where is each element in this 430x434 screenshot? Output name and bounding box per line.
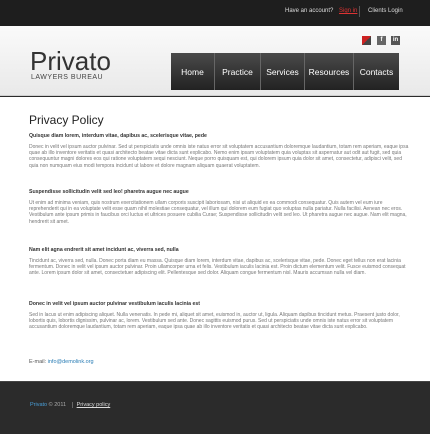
copyright-text: © 2011 xyxy=(48,402,67,408)
nav-item-resources[interactable]: Resources xyxy=(305,53,354,90)
account-prompt xyxy=(285,8,357,14)
logo-subtitle: LAWYERS BUREAU xyxy=(31,74,104,81)
footer-copyright xyxy=(30,402,110,408)
facebook-icon[interactable]: f xyxy=(377,36,386,45)
page-title: Privacy Policy xyxy=(29,113,104,127)
policy-section xyxy=(29,301,409,331)
policy-section xyxy=(29,133,409,169)
main-nav xyxy=(171,53,399,90)
policy-section xyxy=(29,189,409,225)
logo[interactable] xyxy=(30,48,111,82)
sign-in-link[interactable]: Sign in xyxy=(339,8,358,14)
email-label: E-mail: xyxy=(29,359,47,365)
section-lead: Quisque diam lorem, interdum vitae, dapibus ac, scelerisque vitae, pede xyxy=(29,133,207,139)
top-bar-divider xyxy=(359,6,360,17)
section-lead: Suspendisse sollicitudin velit sed leo! pharetra augue nec augue xyxy=(29,189,189,195)
footer-brand: Privato xyxy=(30,402,48,408)
nav-item-contacts[interactable]: Contacts xyxy=(354,53,399,90)
site-footer xyxy=(0,381,430,434)
privacy-policy-link[interactable]: Privacy policy xyxy=(72,402,111,408)
contact-email xyxy=(29,359,94,365)
clients-login-link[interactable]: Clients Login xyxy=(368,8,403,14)
nav-item-practice[interactable]: Practice xyxy=(215,53,261,90)
delicious-icon[interactable] xyxy=(362,36,371,45)
section-body: Sed in lacus ut enim adipiscing aliquet. Nulla venenatis. In pede mi, aliquet sit amet, euismod in, auctor ut, ligula. Aliquam dapibus tincidunt metus. Praesent justo dolor, lobortis quis, lobortis dignissim, pulvinar ac, lorem. Vestibulum sed ante. Donec sagittis euismod purus. Sed ut perspiciatis unde omnis iste natus error sit voluptatem accusantium doloremque laudantium, totam rem aperiam, eaque ipsa quae ab illo inventore veritatis et quasi architecto beatae vitae dicta sunt explicabo. xyxy=(29,312,400,331)
policy-section xyxy=(29,247,409,277)
section-body: Donec in velit vel ipsum auctor pulvinar. Sed ut perspiciatis unde omnis iste natus error sit voluptatem accusantium doloremque laudantium, totam rem aperiam, eaque ipsa quae ab illo inventore veritatis et quasi architecto beatae vitae dicta sunt explicabo. Nemo enim ipsam voluptatem quia voluptas sit aspernatur aut odit aut fugit, sed quia consequuntur magni dolores eos qui ratione voluptatem sequi nesciunt. Neque porro quisquam est, qui dolorem ipsum quia dolor sit amet, consectetur, adipisci velit, sed quia non numquam eius modi tempora incidunt ut labore et dolore magnam aliquam quaerat voluptatem. xyxy=(29,144,409,169)
section-lead: Nam elit agna endrerit sit amet incidunt ac, viverra sed, nulla xyxy=(29,247,179,253)
email-link[interactable]: info@demolink.org xyxy=(47,359,94,365)
main-content xyxy=(0,97,430,381)
nav-item-services[interactable]: Services xyxy=(261,53,305,90)
section-lead: Donec in velit vel ipsum auctor pulvinar vestibulum iaculis lacinia est xyxy=(29,301,200,307)
linkedin-icon[interactable]: in xyxy=(392,37,399,43)
section-body: Tincidunt ac, viverra sed, nulla. Donec porta diam eu massa. Quisque diam lorem, interdum vitae, dapibus ac, scelerisque vitae, pede. Donec eget tellus non erat lacinia fermentum. Donec in velit vel ipsum auctor pulvinar. Proin ullamcorper urna et felis. Vestibulum iaculis lacinia est. Proin dictum elementum velit. Fusce euismod consequat ante. Lorem ipsum dolor sit amet, consectetuer adipiscing elit. Pellentesque sed dolor. Aliquam congue fermentum nisl. Mauris accumsan nulla vel diam. xyxy=(29,258,406,277)
top-bar xyxy=(0,0,430,26)
logo-name: Privato xyxy=(30,46,111,76)
nav-item-home[interactable]: Home xyxy=(171,53,215,90)
section-body: Ut enim ad minima veniam, quis nostrum exercitationem ullam corporis suscipit laboriosam, nisi ut aliquid ex ea commodi consequatur. Quis autem vel eum iure reprehenderit qui in ea voluptate velit esse quam nihil molestiae consequatur, vel illum qui dolorem eum fugiat quo voluptas nulla pariatur. Nulla facilisi. Aenean nec eros. Vestibulum ante ipsum primis in faucibus orci luctus et ultrices posuere cubilia Curae; Suspendisse sollicitudin velit sed leo. Ut pharetra augue nec augue. Nam elit magna, hendrerit sit amet. xyxy=(29,200,407,225)
account-text: Have an account? xyxy=(285,8,334,14)
site-header xyxy=(0,26,430,96)
